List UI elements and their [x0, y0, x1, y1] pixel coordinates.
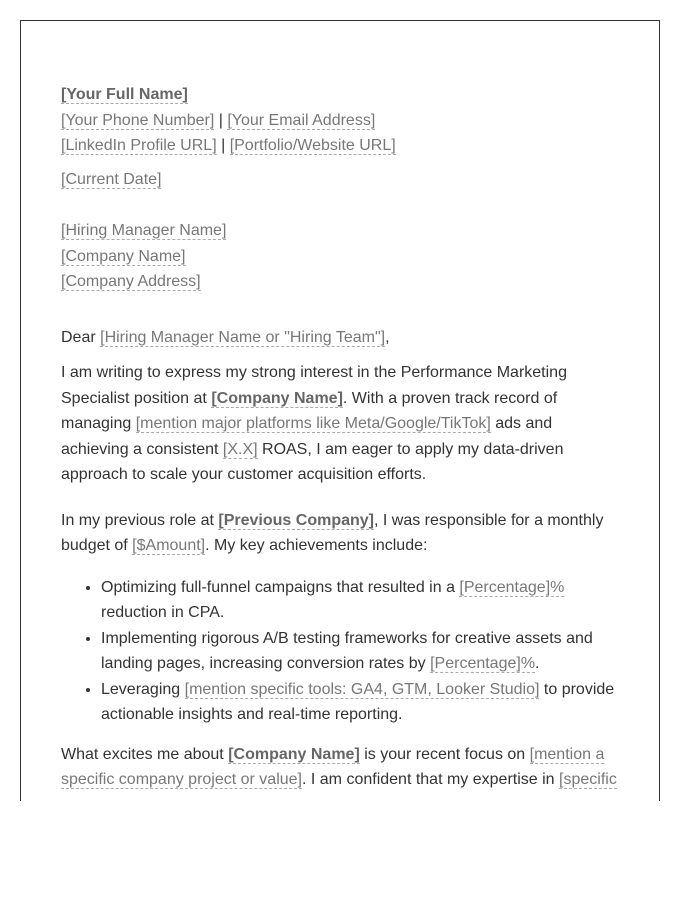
list-item: [101, 677, 621, 728]
text: Leveraging: [101, 680, 185, 698]
text: Implementing rigorous A/B testing frameworks for creative assets and landing pages, increasing conversion rates by: [101, 629, 593, 672]
text: . With a proven track record of managing: [61, 389, 558, 432]
tools-placeholder: [mention specific tools: GA4, GTM, Looker Studio]: [184, 680, 540, 698]
greeting-name: [Hiring Manager Name or "Hiring Team"]: [100, 328, 386, 346]
separator: |: [216, 137, 230, 154]
previous-company-placeholder: [Previous Company]: [218, 511, 374, 529]
text: to provide actionable insights and real-time reporting.: [101, 680, 615, 723]
recipient-address-line: [61, 269, 621, 295]
sender-name-line: [61, 82, 621, 108]
sender-email: [Your Email Address]: [227, 111, 376, 129]
company-placeholder: [Company Name]: [211, 389, 343, 407]
recipient-company: [Company Name]: [61, 247, 186, 265]
recipient-manager: [Hiring Manager Name]: [61, 222, 227, 239]
amount-placeholder: [$Amount]: [132, 537, 206, 554]
text: reduction in CPA.: [101, 604, 225, 621]
text: I am writing to express my strong interest in the Performance Marketing Specialist position at: [61, 364, 567, 407]
recipient-company-line: [61, 244, 621, 270]
list-item: [101, 575, 621, 626]
sender-name: [Your Full Name]: [61, 86, 188, 103]
text: In my previous role at: [61, 511, 219, 529]
text: What excites me about: [61, 745, 229, 763]
intro-paragraph: [61, 360, 621, 488]
recipient-manager-line: [61, 218, 621, 244]
experience-paragraph: [61, 508, 621, 559]
text: .: [535, 655, 540, 672]
sender-contact-line: [61, 108, 621, 134]
platforms-placeholder: [mention major platforms like Meta/Google/TikTok]: [135, 415, 491, 432]
text: ROAS, I am eager to apply my data-driven approach to scale your customer acquisition efforts.: [61, 440, 564, 483]
text: Optimizing full-funnel campaigns that resulted in a: [101, 578, 460, 596]
separator: |: [214, 111, 228, 129]
focus-placeholder: [mention a specific company project or value]: [61, 745, 605, 788]
sender-block: [61, 82, 621, 159]
greeting-prefix: Dear: [61, 328, 101, 346]
sender-phone: [Your Phone Number]: [61, 111, 215, 129]
roas-placeholder: [X.X]: [222, 440, 258, 458]
text: , I was responsible for a monthly budget of: [61, 511, 604, 554]
company-placeholder: [Company Name]: [228, 745, 360, 763]
text: . I am confident that my expertise in: [302, 771, 560, 788]
text: is your recent focus on: [359, 745, 530, 763]
motivation-paragraph: [61, 742, 621, 793]
letter-content: [61, 82, 621, 793]
date-line: [61, 167, 621, 193]
list-item: [101, 626, 621, 677]
expertise-placeholder: [specific: [559, 771, 617, 788]
percentage-placeholder: [Percentage]%: [430, 655, 536, 672]
recipient-block: [61, 218, 621, 295]
sender-linkedin: [LinkedIn Profile URL]: [61, 137, 217, 154]
text: ads and achieving a consistent: [61, 415, 553, 458]
percentage-placeholder: [Percentage]%: [459, 578, 565, 596]
sender-links-line: [61, 133, 621, 159]
sender-portfolio: [Portfolio/Website URL]: [229, 137, 396, 154]
letter-page: [20, 20, 660, 801]
achievements-list: [61, 575, 621, 728]
recipient-address: [Company Address]: [61, 273, 201, 290]
current-date: [Current Date]: [61, 170, 162, 188]
text: . My key achievements include:: [205, 537, 428, 554]
greeting-suffix: ,: [385, 328, 390, 346]
greeting: [61, 325, 621, 351]
